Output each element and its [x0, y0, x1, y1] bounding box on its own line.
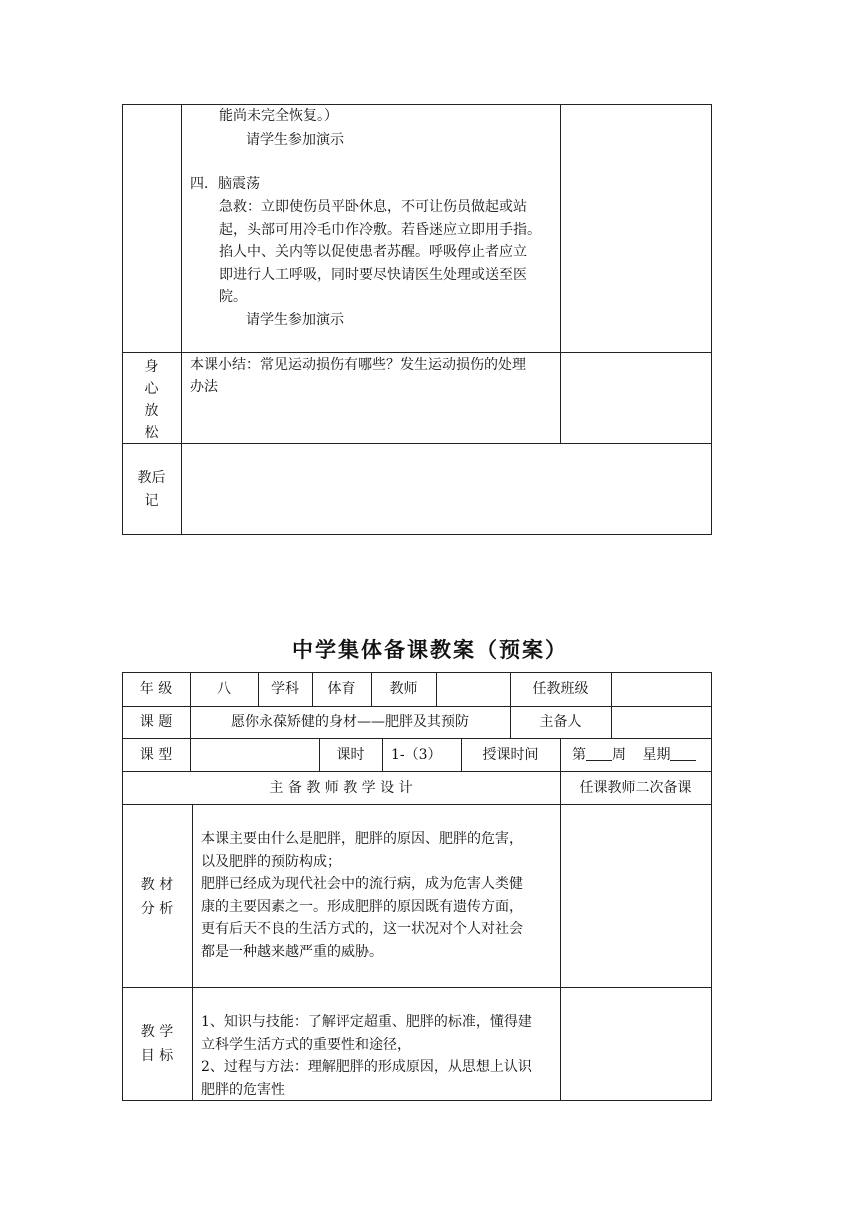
continuation-line: 能尚未完全恢复。） [219, 108, 338, 124]
week-field: 第 周 星期 [572, 745, 696, 765]
weekday-blank [670, 746, 696, 761]
goals-text: 1、知识与技能：了解评定超重、肥胖的标准，懂得建 立科学生活方式的重要性和途径， 2、过程与方法：理解肥胖的形成原因，从思想上认识 肥胖的危害性 [201, 1014, 532, 1098]
section4-heading: 四．脑震荡 [190, 176, 260, 192]
lead-label: 主备人 [539, 714, 582, 730]
period-label: 课时 [336, 747, 365, 763]
analysis-text: 本课主要由什么是肥胖，肥胖的原因、肥胖的危害， 以及肥胖的预防构成； 肥胖已经成为现代社会中的流行病，成为危害人类健 康的主要因素之一。形成肥胖的原因既有遗传方面， 更有后天不良的生活方式的，这一状况对个人对社会 都是一种越来越严重的威胁。 [201, 831, 523, 960]
goals-label: 教 学 目 标 [140, 1024, 174, 1064]
analysis-label: 教 材 分 析 [140, 877, 174, 917]
grade-value: 八 [217, 681, 231, 697]
invite-text-1: 请学生参加演示 [246, 132, 344, 148]
subject-label: 学科 [271, 681, 299, 697]
grade-label: 年 级 [139, 681, 173, 697]
second-prep-header: 任课教师二次备课 [579, 780, 692, 796]
period-value: 1-（3） [391, 747, 442, 763]
design-header: 主 备 教 师 教 学 设 计 [269, 780, 413, 796]
section4-body: 急救：立即使伤员平卧休息，不可让伤员做起或站 起，头部可用冷毛巾作冷敷。若昏迷应立即用手指。 掐人中、关内等以促使患者苏醒。呼吸停止者应立 即进行人工呼吸，同时要尽快请医生处理或送至医 院。 [219, 199, 541, 305]
time-label: 授课时间 [482, 747, 539, 763]
invite-text-2: 请学生参加演示 [246, 312, 344, 328]
relax-label: 身 心 放 松 [144, 359, 159, 441]
topic-value: 愿你永葆矫健的身材——肥胖及其预防 [231, 714, 469, 730]
after-class-label: 教后 记 [137, 470, 166, 509]
relax-text: 本课小结：常见运动损伤有哪些？发生运动损伤的处理 办法 [190, 357, 526, 395]
page-title: 中学集体备课教案（预案） [292, 637, 568, 662]
type-label: 课 型 [139, 747, 173, 763]
subject-value: 体育 [327, 681, 356, 697]
topic-label: 课 题 [139, 714, 173, 730]
class-label: 任教班级 [532, 681, 589, 697]
teacher-label: 教师 [389, 681, 418, 697]
week-blank [586, 746, 612, 761]
